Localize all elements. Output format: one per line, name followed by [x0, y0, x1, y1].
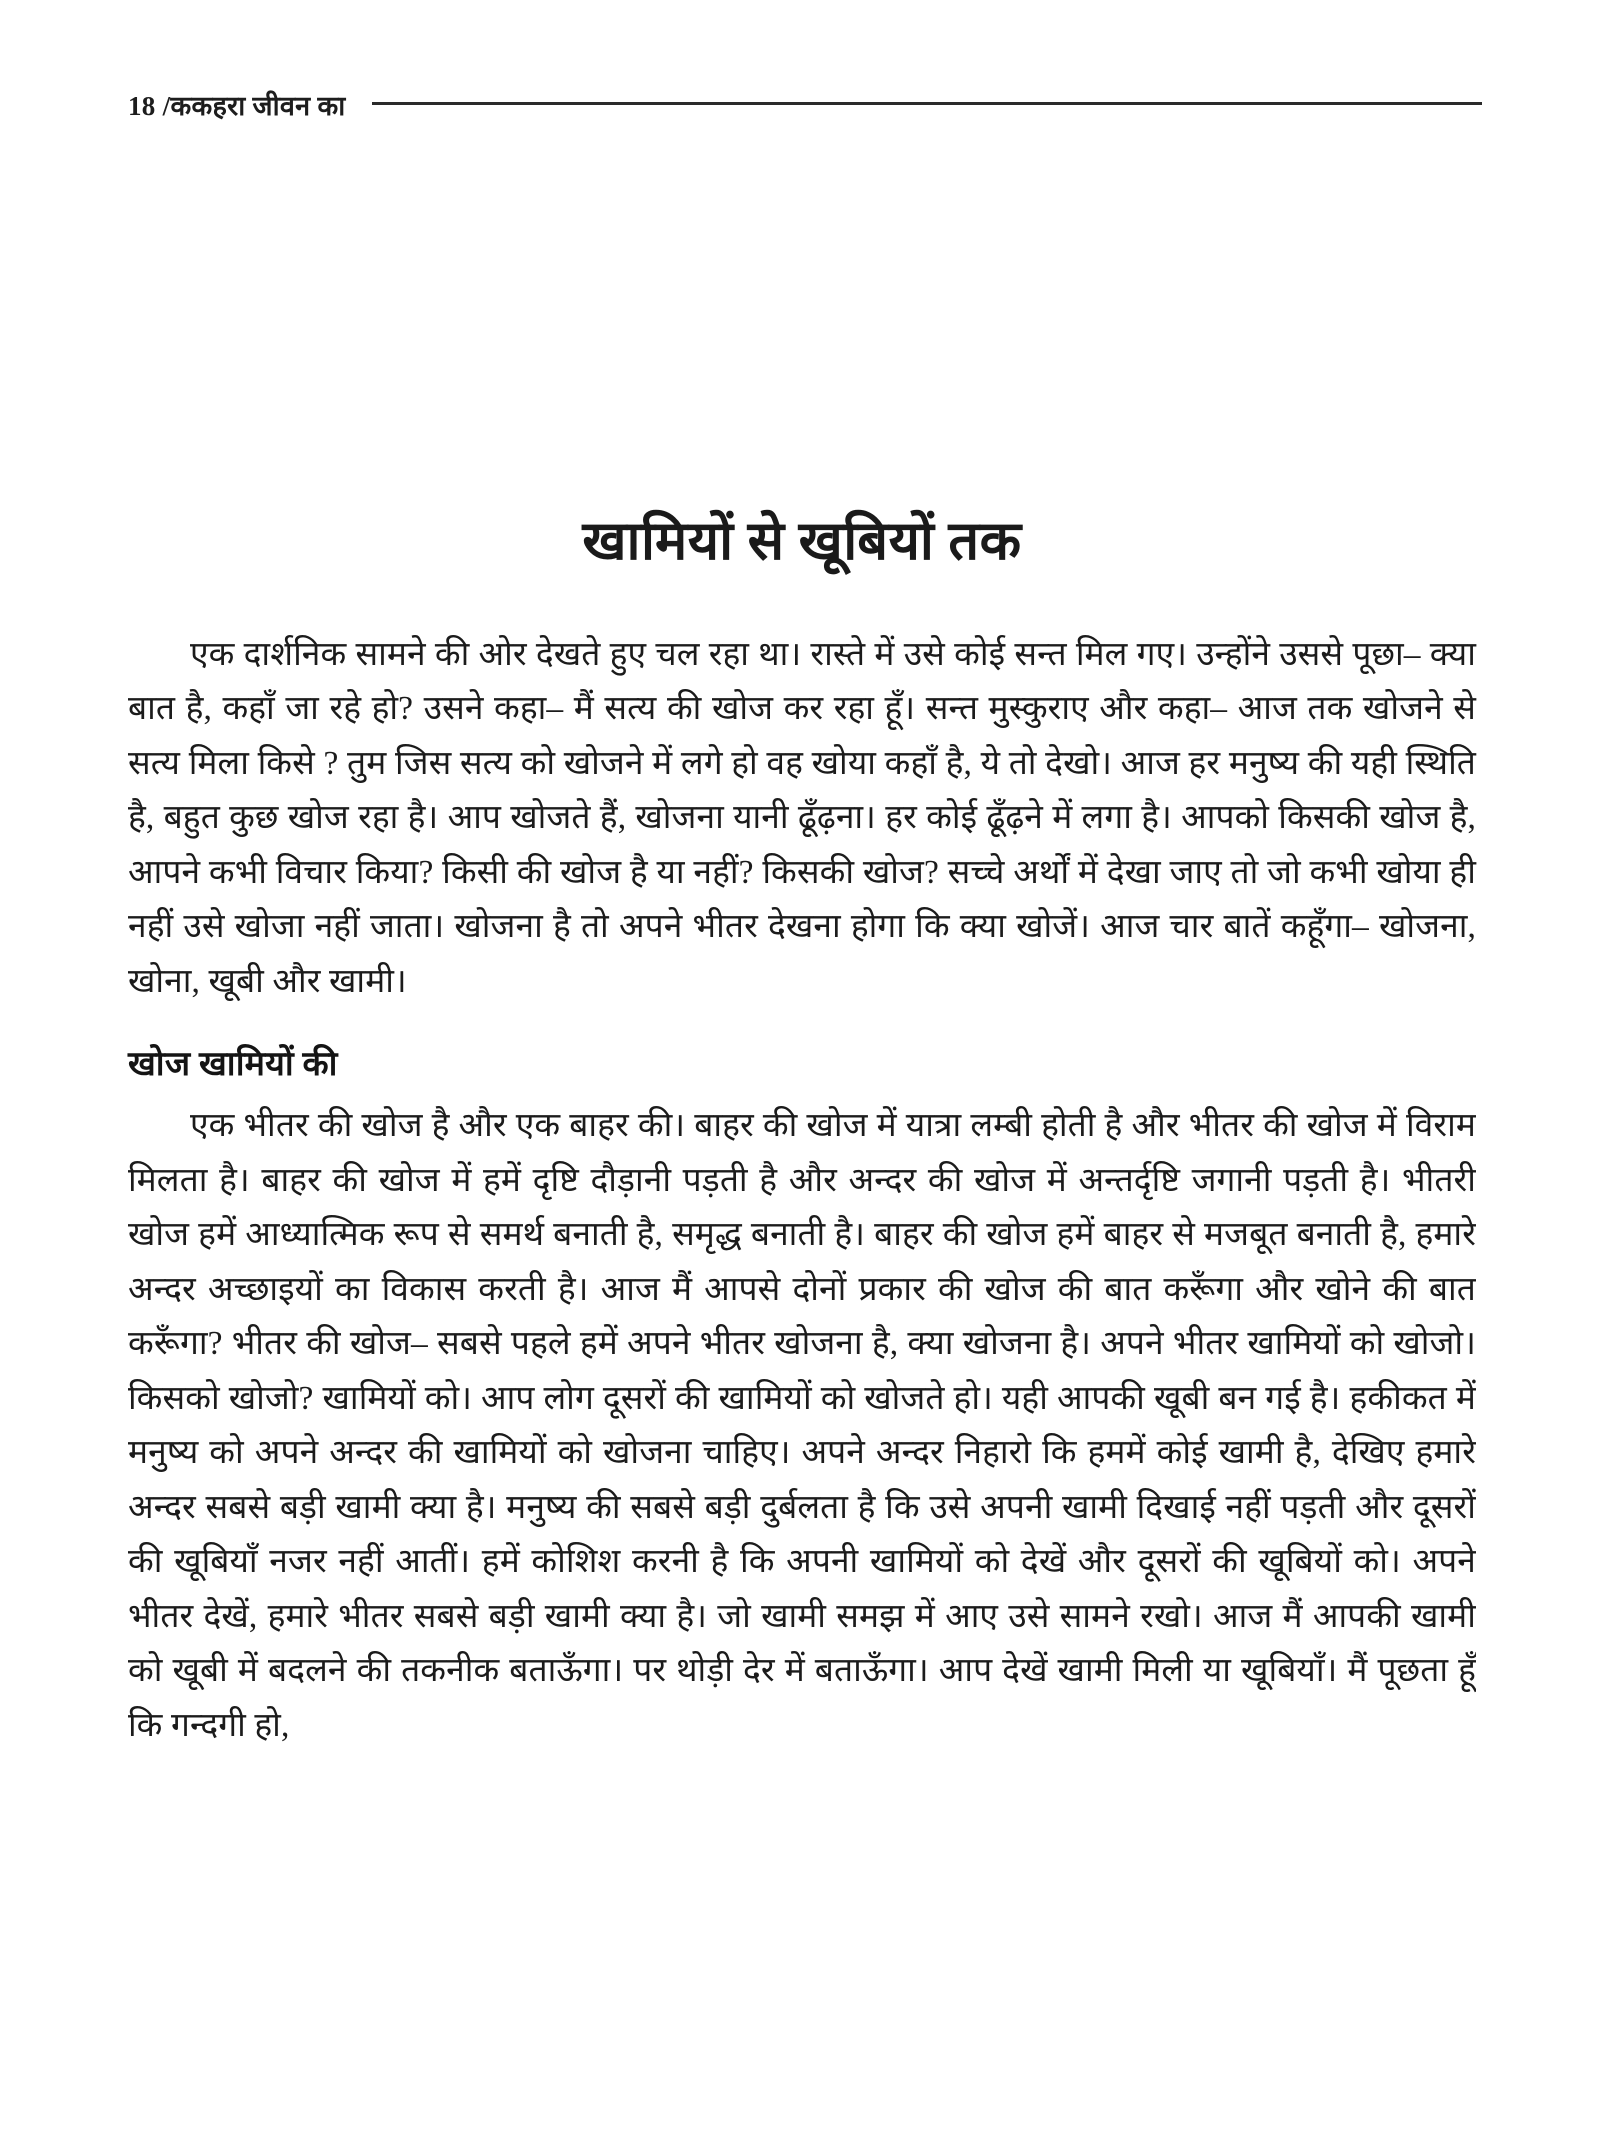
chapter-title: खामियों से खूबियों तक: [582, 511, 1022, 571]
folio-page-number-and-book-title: 18 /ककहरा जीवन का: [128, 91, 346, 121]
section-body-wrapper: [128, 1099, 1476, 1753]
section-heading-khoj-khamiyon-ki: खोज खामियों की: [128, 1046, 338, 1084]
intro-paragraph: एक दार्शनिक सामने की ओर देखते हुए चल रहा था। रास्ते में उसे कोई सन्त मिल गए। उन्होंने उससे पूछा– क्या बात है, कहाँ जा रहे हो? उसने कहा– मैं सत्य की खोज कर रहा हूँ। सन्त मुस्कुराए और कहा– आज तक खोजने से सत्य मिला किसे ? तुम जिस सत्य को खोजने में लगे हो वह खोया कहाँ है, ये तो देखो। आज हर मनुष्य की यही स्थिति है, बहुत कुछ खोज रहा है। आप खोजते हैं, खोजना यानी ढूँढ़ना। हर कोई ढूँढ़ने में लगा है। आपको किसकी खोज है, आपने कभी विचार किया? किसी की खोज है या नहीं? किसकी खोज? सच्चे अर्थों में देखा जाए तो जो कभी खोया ही नहीं उसे खोजा नहीं जाता। खोजना है तो अपने भीतर देखना होगा कि क्या खोजें। आज चार बातें कहूँगा– खोजना, खोना, खूबी और खामी।: [128, 635, 1476, 1000]
header-divider-rule: [372, 102, 1482, 105]
section-body-paragraph: एक भीतर की खोज है और एक बाहर की। बाहर की खोज में यात्रा लम्बी होती है और भीतर की खोज में विराम मिलता है। बाहर की खोज में हमें दृष्टि दौड़ानी पड़ती है और अन्दर की खोज में अन्तर्दृष्टि जगानी पड़ती है। भीतरी खोज हमें आध्यात्मिक रूप से समर्थ बनाती है, समृद्ध बनाती है। बाहर की खोज हमें बाहर से मजबूत बनाती है, हमारे अन्दर अच्छाइयों का विकास करती है। आज मैं आपसे दोनों प्रकार की खोज की बात करूँगा और खोने की बात करूँगा? भीतर की खोज– सबसे पहले हमें अपने भीतर खोजना है, क्या खोजना है। अपने भीतर खामियों को खोजो। किसको खोजो? खामियों को। आप लोग दूसरों की खामियों को खोजते हो। यही आपकी खूबी बन गई है। हकीकत में मनुष्य को अपने अन्दर की खामियों को खोजना चाहिए। अपने अन्दर निहारो कि हममें कोई खामी है, देखिए हमारे अन्दर सबसे बड़ी खामी क्या है। मनुष्य की सबसे बड़ी दुर्बलता है कि उसे अपनी खामी दिखाई नहीं पड़ती और दूसरों की खूबियाँ नजर नहीं आतीं। हमें कोशिश करनी है कि अपनी खामियों को देखें और दूसरों की खूबियों को। अपने भीतर देखें, हमारे भीतर सबसे बड़ी खामी क्या है। जो खामी समझ में आए उसे सामने रखो। आज मैं आपकी खामी को खूबी में बदलने की तकनीक बताऊँगा। पर थोड़ी देर में बताऊँगा। आप देखें खामी मिली या खूबियाँ। मैं पूछता हूँ कि गन्दगी हो,: [128, 1107, 1476, 1744]
page-content-column: [128, 510, 1476, 1753]
running-header: [128, 86, 1482, 123]
